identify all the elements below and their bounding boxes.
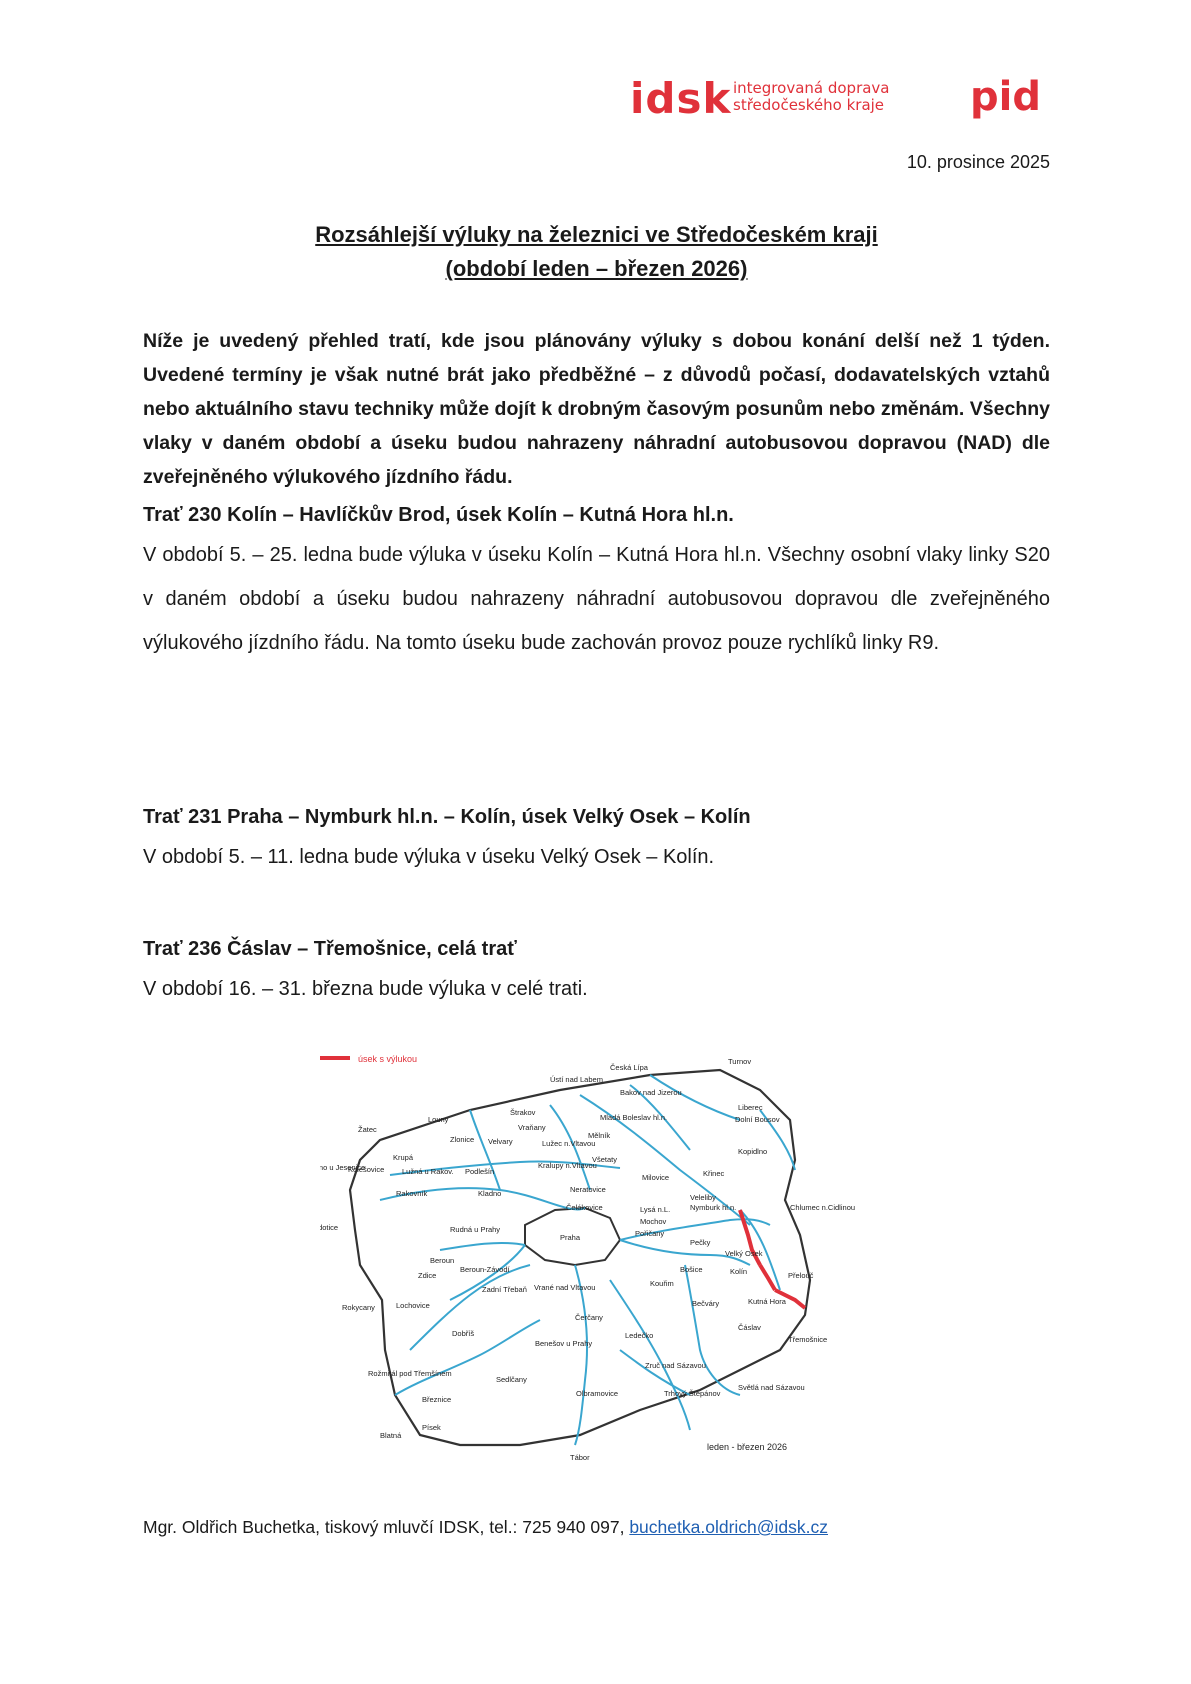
railway-map: [320, 1050, 880, 1485]
section-heading: Trať 236 Čáslav – Třemošnice, celá trať: [143, 938, 517, 960]
idsk-tagline-line1: integrovaná doprava: [733, 79, 890, 97]
station-label: Čerčany: [575, 1313, 603, 1322]
station-label: Vrané nad Vltavou: [534, 1283, 596, 1292]
section-heading: Trať 230 Kolín – Havlíčkův Brod, úsek Kolín – Kutná Hora hl.n.: [143, 504, 734, 526]
map-period-label: leden - březen 2026: [707, 1442, 788, 1452]
station-label: Lochovice: [396, 1301, 430, 1310]
station-label: Kopidlno: [738, 1147, 768, 1156]
station-label: Kolín: [730, 1267, 748, 1276]
station-label: Podlešín: [465, 1167, 495, 1176]
station-label: Pečky: [690, 1238, 711, 1247]
station-label: Benešov u Prahy: [535, 1339, 593, 1348]
document-date: 10. prosince 2025: [906, 152, 1050, 172]
station-label: Dolní Bousov: [735, 1115, 780, 1124]
station-label: Písek: [422, 1423, 441, 1432]
station-label: Březnice: [422, 1395, 452, 1404]
station-label: Krupá: [393, 1153, 414, 1162]
section-trat-231: [143, 806, 1050, 879]
station-label: Milovice: [642, 1173, 670, 1182]
intro-paragraph: Níže je uvedený přehled tratí, kde jsou plánovány výluky s dobou konání delší než 1 týden. Uvedené termíny je však nutné brát jako předběžné – z důvodů počasí, dodavatelských vztahů nebo aktuálního stavu techniky může dojít k drobným časovým posunům nebo změnám. Všechny vlaky v daném období a úseku budou nahrazeny náhradní autobusovou dopravou (NAD) dle zveřejněného výlukového jízdního řádu.: [143, 330, 1050, 488]
station-label: Rakovník: [396, 1189, 428, 1198]
station-label: Sedlčany: [496, 1375, 527, 1384]
station-label: Bakov nad Jizerou: [620, 1088, 682, 1097]
station-label: Tábor: [570, 1453, 590, 1462]
section-heading: Trať 231 Praha – Nymburk hl.n. – Kolín, úsek Velký Osek – Kolín: [143, 806, 751, 828]
station-label: Louny: [428, 1115, 449, 1124]
header-logos: [630, 72, 1050, 132]
station-label: Zdice: [418, 1271, 437, 1280]
station-label: Blatná: [380, 1431, 402, 1440]
station-label: Kolešovice: [348, 1165, 385, 1174]
station-label: Liberec: [738, 1103, 763, 1112]
idsk-tagline: [733, 80, 890, 114]
pid-logo: pid: [970, 74, 1041, 120]
title-line-2: (období leden – březen 2026): [445, 256, 748, 281]
document-title: [143, 218, 1050, 286]
station-label: Kouřim: [650, 1279, 674, 1288]
station-label: Česká Lípa: [610, 1063, 648, 1072]
station-label: Velvary: [488, 1137, 513, 1146]
legend-label: úsek s výlukou: [358, 1054, 418, 1064]
station-label: Lužná u Rakov.: [402, 1167, 454, 1176]
station-label: Štrakov: [510, 1108, 536, 1117]
station-label: Zlonice: [450, 1135, 475, 1144]
station-label: Mochov: [640, 1217, 667, 1226]
station-label: Bečváry: [692, 1299, 720, 1308]
station-labels: [320, 1057, 855, 1462]
station-label: Lysá n.L.: [640, 1205, 671, 1214]
station-label: Praha: [560, 1233, 581, 1242]
station-label: Turnov: [728, 1057, 752, 1066]
station-label: Světlá nad Sázavou: [738, 1383, 805, 1392]
station-label: dotice: [320, 1223, 339, 1232]
idsk-logo: idsk: [630, 74, 732, 123]
station-label: Zadní Třebaň: [482, 1285, 527, 1294]
station-label: Mladá Boleslav hl.n.: [600, 1113, 668, 1122]
section-body: V období 5. – 11. ledna bude výluka v úseku Velký Osek – Kolín.: [143, 846, 715, 868]
station-label: no u Jesenice: [320, 1163, 366, 1172]
section-trat-230: [143, 504, 1050, 665]
section-trat-236: [143, 938, 1050, 1011]
footer-email-link[interactable]: buchetka.oldrich@idsk.cz: [629, 1517, 829, 1537]
title-line-1: Rozsáhlejší výluky na železnici ve Středočeském kraji: [315, 222, 878, 247]
station-label: Rokycany: [342, 1303, 375, 1312]
station-label: Kutná Hora: [748, 1297, 786, 1306]
section-body: V období 16. – 31. března bude výluka v celé trati.: [143, 978, 588, 1000]
station-label: Ústí nad Labem: [550, 1075, 603, 1084]
station-label: Rudná u Prahy: [450, 1225, 501, 1234]
footer-contact: [143, 1517, 828, 1538]
station-label: Veleliby: [690, 1193, 716, 1202]
station-label: Přelouč: [788, 1271, 814, 1280]
station-label: Žatec: [358, 1125, 377, 1134]
station-label: Dobříš: [452, 1329, 475, 1338]
station-label: Ledečko: [625, 1331, 654, 1340]
station-label: Kladno: [478, 1189, 502, 1198]
station-label: Čelákovice: [566, 1203, 603, 1212]
station-label: Velký Osek: [725, 1249, 763, 1258]
station-label: Nymburk hl.n.: [690, 1203, 737, 1212]
station-label: Rožmitál pod Třemšínem: [368, 1369, 452, 1378]
station-label: Pořičany: [635, 1229, 665, 1238]
station-label: Beroun: [430, 1256, 455, 1265]
station-label: Beroun-Závodí: [460, 1265, 510, 1274]
footer-text: Mgr. Oldřich Buchetka, tiskový mluvčí IDSK, tel.: 725 940 097,: [143, 1517, 630, 1537]
station-label: Křinec: [703, 1169, 725, 1178]
station-label: Mělník: [588, 1131, 611, 1140]
station-label: Zruč nad Sázavou: [645, 1361, 706, 1370]
station-label: Kralupy n.Vltavou: [538, 1161, 597, 1170]
station-label: Chlumec n.Cidlinou: [790, 1203, 856, 1212]
station-label: Bošice: [680, 1265, 703, 1274]
station-label: Neratovice: [570, 1185, 606, 1194]
section-body: V období 5. – 25. ledna bude výluka v úseku Kolín – Kutná Hora hl.n. Všechny osobní vlaky linky S20 v daném období a úseku budou nahrazeny náhradní autobusovou dopravou dle zveřejněného výlukového jízdního řádu. Na tomto úseku bude zachován provoz pouze rychlíků linky R9.: [143, 544, 1050, 654]
station-label: Vraňany: [518, 1123, 546, 1132]
idsk-tagline-line2: středočeského kraje: [733, 96, 885, 114]
station-label: Trhový Štěpánov: [664, 1389, 721, 1398]
station-label: Lužec n.Vltavou: [542, 1139, 596, 1148]
station-label: Čáslav: [738, 1323, 761, 1332]
station-label: Všetaty: [592, 1155, 618, 1164]
station-label: Třemošnice: [788, 1335, 828, 1344]
station-label: Olbramovice: [576, 1389, 619, 1398]
